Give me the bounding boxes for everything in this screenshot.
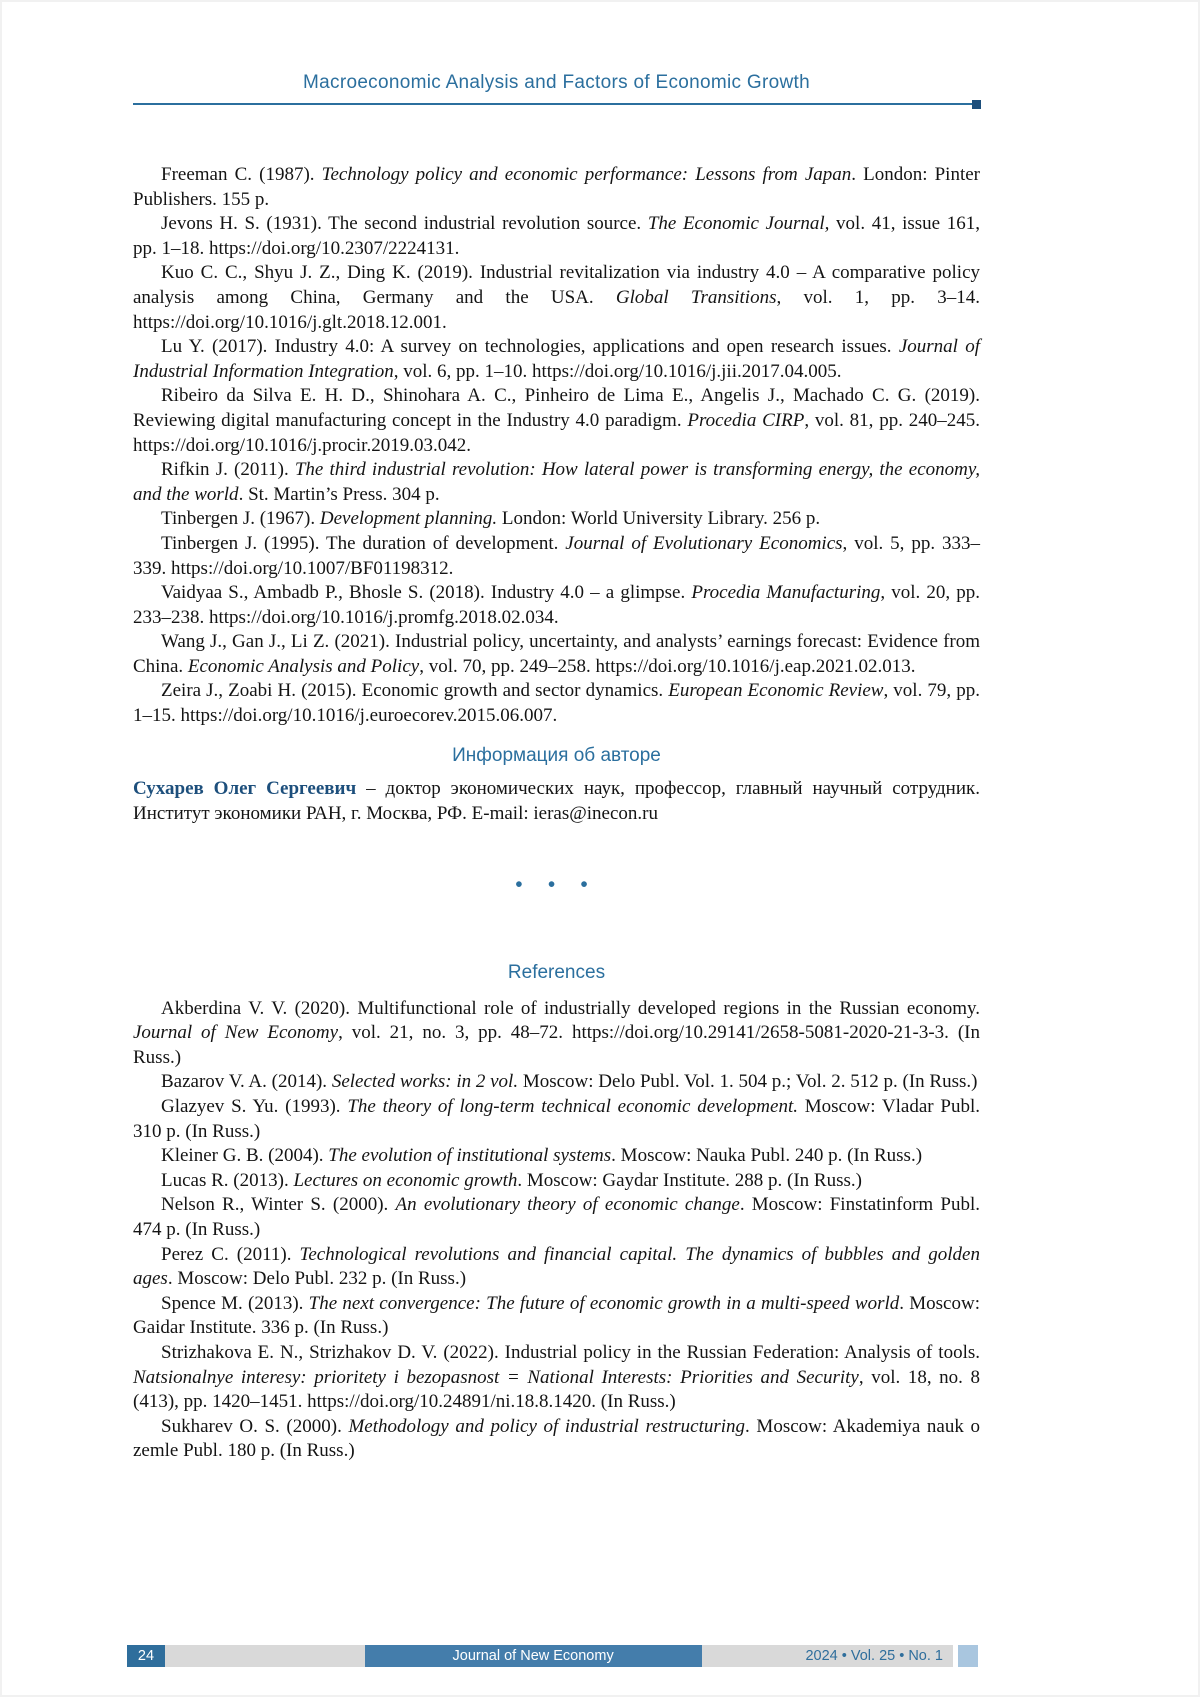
- reference-entry: Kleiner G. B. (2004). The evolution of institutional systems. Moscow: Nauka Publ. 240 p. (In Russ.): [161, 1145, 923, 1167]
- reference-entry: Strizhakova E. N., Strizhakov D. V. (2022). Industrial policy in the Russian Federation: Analysis of tools. Natsionalnye interesy: prioritety i bezopasnost = National Interests: Priorities and Security, vol. 18, no. 8 (413), pp. 1420–1451. https://doi.org/10.24891/ni.18.8.1420. (In Russ.): [133, 1341, 980, 1413]
- page-content: [0, 105, 1200, 1464]
- header-rule-end-square-icon: [972, 100, 981, 109]
- reference-entry: Tinbergen J. (1967). Development planning. London: World University Library. 256 p.: [161, 508, 821, 530]
- reference-entry: Bazarov V. A. (2014). Selected works: in 2 vol. Moscow: Delo Publ. Vol. 1. 504 p.; Vol. 2. 512 p. (In Russ.): [161, 1071, 978, 1093]
- reference-entry: Lucas R. (2013). Lectures on economic growth. Moscow: Gaydar Institute. 288 p. (In Russ.): [161, 1169, 862, 1191]
- running-title: Macroeconomic Analysis and Factors of Economic Growth: [303, 72, 810, 93]
- author-info-block: [133, 777, 980, 826]
- reference-entry: Vaidyaa S., Ambadb P., Bhosle S. (2018). Industry 4.0 – a glimpse. Procedia Manufacturing, vol. 20, pp. 233–238. https://doi.org/10.1016/j.promfg.2018.02.034.: [133, 582, 980, 628]
- reference-entry: Sukharev O. S. (2000). Methodology and policy of industrial restructuring. Moscow: Akademiya nauk o zemle Publ. 180 p. (In Russ.): [133, 1415, 980, 1462]
- reference-entry: Nelson R., Winter S. (2000). An evolutionary theory of economic change. Moscow: Finstatinform Publ. 474 p. (In Russ.): [133, 1194, 981, 1240]
- reference-entry: Tinbergen J. (1995). The duration of development. Journal of Evolutionary Economics, vol. 5, pp. 333–339. https://doi.org/10.1007/BF01198312.: [133, 532, 980, 579]
- footer-strip-left: [165, 1645, 365, 1667]
- section-separator-dots: • • •: [515, 872, 598, 897]
- reference-entry: Spence M. (2013). The next convergence: The future of economic growth in a multi-speed world. Moscow: Gaidar Institute. 336 p. (In Russ.): [133, 1292, 980, 1339]
- reference-entry: Rifkin J. (2011). The third industrial revolution: How lateral power is transforming energy, the economy, and the world. St. Martin’s Press. 304 p.: [133, 459, 980, 505]
- page-footer: [127, 1645, 978, 1667]
- page-header: [0, 0, 1200, 105]
- reference-entry: Kuo C. C., Shyu J. Z., Ding K. (2019). Industrial revitalization via industry 4.0 – A comparative policy analysis among China, Germany and the USA. Global Transitions, vol. 1, pp. 3–14. https://doi.org/10.1016/j.glt.2018.12.001.: [133, 262, 981, 333]
- footer-journal-name: Journal of New Economy: [365, 1645, 702, 1667]
- author-info-paragraph: Сухарев Олег Сергеевич – доктор экономических наук, профессор, главный научный сотрудник. Институт экономики РАН, г. Москва, РФ. E-mail: ieras@inecon.ru: [133, 778, 980, 824]
- reference-entry: Freeman C. (1987). Technology policy and economic performance: Lessons from Japan. London: Pinter Publishers. 155 p.: [133, 164, 980, 210]
- reference-entry: Zeira J., Zoabi H. (2015). Economic growth and sector dynamics. European Economic Review, vol. 79, pp. 1–15. https://doi.org/10.1016/j.euroecorev.2015.06.007.: [133, 680, 981, 727]
- references-heading: References: [507, 962, 606, 984]
- author-info-heading: Информация об авторе: [452, 744, 661, 766]
- reference-entry: Ribeiro da Silva E. H. D., Shinohara A. C., Pinheiro de Lima E., Angelis J., Machado C. G. (2019). Reviewing digital manufacturing concept in the Industry 4.0 paradigm. Procedia CIRP, vol. 81, pp. 240–245. https://doi.org/10.1016/j.procir.2019.03.042.: [133, 385, 980, 456]
- references-english-list: [133, 997, 980, 1464]
- reference-entry: Jevons H. S. (1931). The second industrial revolution source. The Economic Journal, vol. 41, issue 161, pp. 1–18. https://doi.org/10.2307/2224131.: [133, 213, 981, 259]
- reference-entry: Akberdina V. V. (2020). Multifunctional role of industrially developed regions in the Russian economy. Journal of New Economy, vol. 21, no. 3, pp. 48–72. https://doi.org/10.29141/2658-5081-2020-21-3-3. (In Russ.): [133, 997, 980, 1068]
- reference-entry: Glazyev S. Yu. (1993). The theory of long-term technical economic development. Moscow: Vladar Publ. 310 p. (In Russ.): [133, 1096, 981, 1142]
- reference-entry: Perez C. (2011). Technological revolutions and financial capital. The dynamics of bubbles and golden ages. Moscow: Delo Publ. 232 p. (In Russ.): [133, 1243, 980, 1290]
- footer-end-square-icon: [958, 1645, 978, 1667]
- header-rule: [133, 103, 980, 105]
- footer-strip-right: [702, 1645, 802, 1667]
- reference-entry: Wang J., Gan J., Li Z. (2021). Industrial policy, uncertainty, and analysts’ earnings forecast: Evidence from China. Economic Analysis and Policy, vol. 70, pp. 249–258. https://doi.org/10.1016/j.eap.2021.02.013.: [133, 631, 980, 677]
- reference-entry: Lu Y. (2017). Industry 4.0: A survey on technologies, applications and open research issues. Journal of Industrial Information Integration, vol. 6, pp. 1–10. https://doi.org/10.1016/j.jii.2017.04.005.: [133, 336, 980, 382]
- page-number: 24: [127, 1645, 165, 1667]
- footer-issue-info: 2024 • Vol. 25 • No. 1: [801, 1645, 953, 1667]
- references-continued-list: [133, 163, 980, 729]
